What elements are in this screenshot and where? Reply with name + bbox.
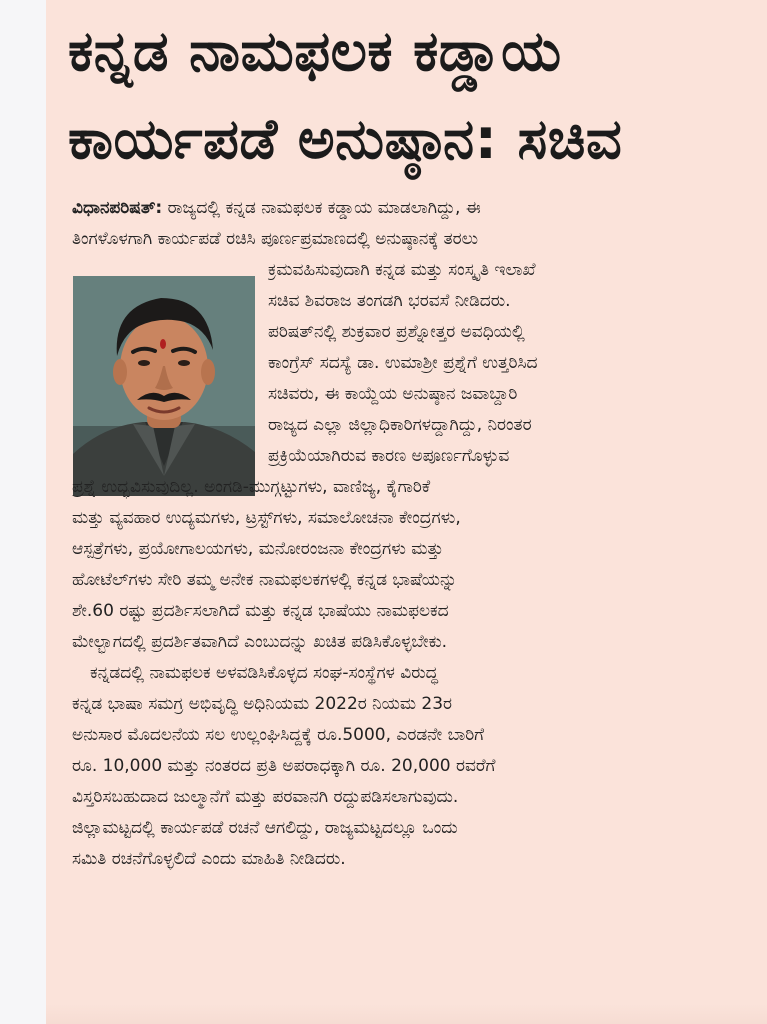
article-line-12: ಆಸ್ಪತ್ರೆಗಳು, ಪ್ರಯೋಗಾಲಯಗಳು, ಮನೋರಂಜನಾ ಕೇಂದ್ರಗಳು ಮತ್ತು (72, 539, 444, 559)
article-line-16: ಕನ್ನಡದಲ್ಲಿ ನಾಮಫಲಕ ಅಳವಡಿಸಿಕೊಳ್ಳದ ಸಂಘ-ಸಂಸ್ಥೆಗಳ ವಿರುದ್ಧ (90, 663, 438, 683)
article-line-1-text: ರಾಜ್ಯದಲ್ಲಿ ಕನ್ನಡ ನಾಮಫಲಕ ಕಡ್ಡಾಯ ಮಾಡಲಾಗಿದ್ದು, ಈ (167, 198, 481, 218)
headline-line-1: ಕನ್ನಡ ನಾಮಫಲಕ ಕಡ್ಡಾಯ (68, 19, 562, 84)
article-line-18: ಅನುಸಾರ ಮೊದಲನೆಯ ಸಲ ಉಲ್ಲಂಘಿಸಿದ್ದಕ್ಕೆ ರೂ.5000, ಎರಡನೇ ಬಾರಿಗೆ (72, 725, 485, 745)
article-line-9: ಪ್ರಕ್ರಿಯೆಯಾಗಿರುವ ಕಾರಣ ಅಪೂರ್ಣಗೊಳ್ಳುವ (268, 446, 510, 466)
page-bottom-edge (46, 1004, 767, 1024)
article-line-20: ವಿಸ್ತರಿಸಬಹುದಾದ ಜುಲ್ಮಾನೆಗೆ ಮತ್ತು ಪರವಾನಗಿ ರದ್ದುಪಡಿಸಲಾಗುವುದು. (72, 787, 459, 807)
minister-photo (73, 276, 255, 496)
article-line-21: ಜಿಲ್ಲಾಮಟ್ಟದಲ್ಲಿ ಕಾರ್ಯಪಡೆ ರಚನೆ ಆಗಲಿದ್ದು, ರಾಜ್ಯಮಟ್ಟದಲ್ಲೂ ಒಂದು (72, 818, 458, 838)
article-line-5: ಪರಿಷತ್‌ನಲ್ಲಿ ಶುಕ್ರವಾರ ಪ್ರಶ್ನೋತ್ತರ ಅವಧಿಯಲ್ಲಿ (268, 322, 525, 342)
article-line-2: ತಿಂಗಳೊಳಗಾಗಿ ಕಾರ್ಯಪಡೆ ರಚಿಸಿ ಪೂರ್ಣಪ್ರಮಾಣದಲ್ಲಿ ಅನುಷ್ಠಾನಕ್ಕೆ ತರಲು (72, 229, 479, 249)
article-line-10: ಪ್ರಶ್ನೆ ಉದ್ಭವಿಸುವುದಿಲ್ಲ. ಅಂಗಡಿ-ಮುಗ್ಗಟ್ಟುಗಳು, ವಾಣಿಜ್ಯ, ಕೈಗಾರಿಕೆ (72, 477, 431, 497)
page-left-margin (0, 0, 46, 1024)
article-line-3: ಕ್ರಮವಹಿಸುವುದಾಗಿ ಕನ್ನಡ ಮತ್ತು ಸಂಸ್ಕೃತಿ ಇಲಾಖೆ (268, 260, 536, 280)
article-line-22: ಸಮಿತಿ ರಚನೆಗೊಳ್ಳಲಿದೆ ಎಂದು ಮಾಹಿತಿ ನೀಡಿದರು. (72, 849, 346, 869)
newspaper-clipping (46, 0, 767, 1024)
article-line-14: ಶೇ.60 ರಷ್ಟು ಪ್ರದರ್ಶಿಸಲಾಗಿದೆ ಮತ್ತು ಕನ್ನಡ ಭಾಷೆಯು ನಾಮಫಲಕದ (72, 601, 449, 621)
article-line-8: ರಾಜ್ಯದ ಎಲ್ಲಾ ಜಿಲ್ಲಾಧಿಕಾರಿಗಳದ್ದಾಗಿದ್ದು, ನಿರಂತರ (268, 415, 532, 435)
article-line-19: ರೂ. 10,000 ಮತ್ತು ನಂತರದ ಪ್ರತಿ ಅಪರಾಧಕ್ಕಾಗಿ ರೂ. 20,000 ರವರೆಗೆ (72, 756, 496, 776)
article-line-11: ಮತ್ತು ವ್ಯವಹಾರ ಉದ್ಯಮಗಳು, ಟ್ರಸ್ಟ್‌ಗಳು, ಸಮಾಲೋಚನಾ ಕೇಂದ್ರಗಳು, (72, 508, 461, 528)
article-line-17: ಕನ್ನಡ ಭಾಷಾ ಸಮಗ್ರ ಅಭಿವೃದ್ಧಿ ಅಧಿನಿಯಮ 2022ರ ನಿಯಮ 23ರ (72, 694, 453, 714)
headline-line-2: ಕಾರ್ಯಪಡೆ ಅನುಷ್ಠಾನ: ಸಚಿವ (68, 107, 623, 172)
article-line-4: ಸಚಿವ ಶಿವರಾಜ ತಂಗಡಗಿ ಭರವಸೆ ನೀಡಿದರು. (268, 291, 511, 311)
article-line-15: ಮೇಲ್ಭಾಗದಲ್ಲಿ ಪ್ರದರ್ಶಿತವಾಗಿದೆ ಎಂಬುದನ್ನು ಖಚಿತ ಪಡಿಸಿಕೊಳ್ಳಬೇಕು. (72, 632, 448, 652)
article-line-7: ಸಚಿವರು, ಈ ಕಾಯ್ದೆಯ ಅನುಷ್ಠಾನ ಜವಾಬ್ದಾರಿ (268, 384, 518, 404)
article-line-1 (72, 196, 742, 220)
dateline: ವಿಧಾನಪರಿಷತ್: (72, 198, 163, 218)
article-line-6: ಕಾಂಗ್ರೆಸ್ ಸದಸ್ಯೆ ಡಾ. ಉಮಾಶ್ರೀ ಪ್ರಶ್ನೆಗೆ ಉತ್ತರಿಸಿದ (268, 353, 538, 373)
article-line-13: ಹೋಟೆಲ್‌ಗಳು ಸೇರಿ ತಮ್ಮ ಅನೇಕ ನಾಮಫಲಕಗಳಲ್ಲಿ ಕನ್ನಡ ಭಾಷೆಯನ್ನು (72, 570, 458, 590)
